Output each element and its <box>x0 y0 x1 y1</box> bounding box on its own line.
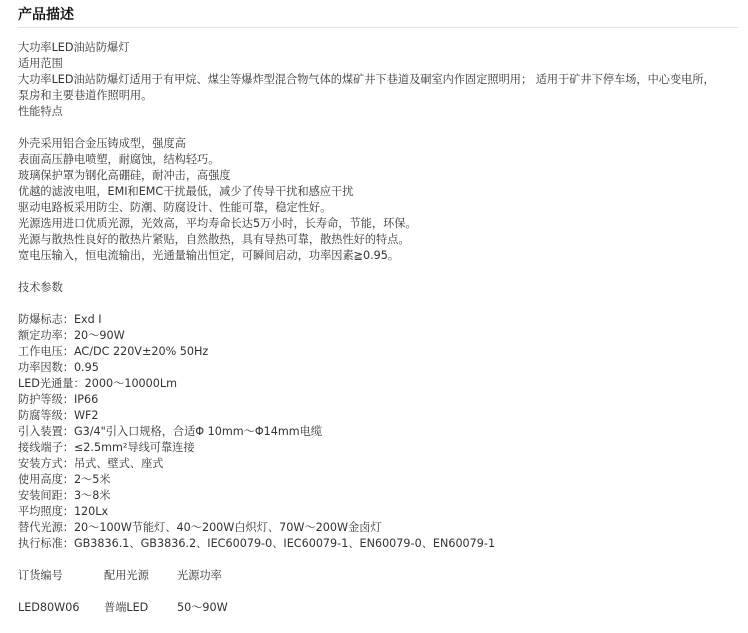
spec-item: 安装方式：吊式、壁式、座式 <box>18 457 164 470</box>
section-title: 产品描述 <box>18 7 74 23</box>
spec-item: 替代光源：20～100W节能灯、40～200W白炽灯、70W～200W金卤灯 <box>18 521 382 534</box>
order-table-header <box>18 568 738 584</box>
product-description <box>18 40 738 616</box>
spec-item: 平均照度：120Lx <box>18 505 109 518</box>
spec-item: 防爆标志：Exd I <box>18 313 102 326</box>
specs-list <box>18 312 738 552</box>
spec-item: 防腐等级：WF2 <box>18 409 99 422</box>
spec-item: 防护等级：IP66 <box>18 393 99 406</box>
feature-item: 外壳采用铝合金压铸成型，强度高 <box>18 137 186 150</box>
feature-item: 光源与散热性良好的散热片紧贴，自然散热，具有导热可靠，散热性好的特点。 <box>18 233 410 246</box>
scope-heading: 适用范围 <box>18 57 63 70</box>
spacer <box>18 264 738 280</box>
order-cell-power: 50～90W <box>177 601 228 614</box>
order-header-code: 订货编号 <box>18 569 63 582</box>
order-header-source: 配用光源 <box>104 569 149 582</box>
feature-item: 宽电压输入，恒电流输出，光通量输出恒定，可瞬间启动，功率因素≧0.95。 <box>18 249 400 262</box>
spec-item: 使用高度：2～5米 <box>18 473 111 486</box>
order-cell-code: LED80W06 <box>18 601 80 614</box>
specs-heading: 技术参数 <box>18 281 63 294</box>
spec-item: 额定功率：20～90W <box>18 329 125 342</box>
feature-item: 驱动电路板采用防尘、防潮、防腐设计、性能可靠，稳定性好。 <box>18 201 332 214</box>
features-list <box>18 136 738 264</box>
product-name: 大功率LED油站防爆灯 <box>18 41 130 54</box>
scope-text: 大功率LED油站防爆灯适用于有甲烷、煤尘等爆炸型混合物气体的煤矿井下巷道及硐室内作固定照明用； 适用于矿井下停车场，中心变电所，泵房和主要巷道作照明用。 <box>18 73 715 102</box>
spacer <box>18 584 738 600</box>
feature-item: 优越的滤波电咀，EMI和EMC干扰最低，减少了传导干扰和感应干扰 <box>18 185 354 198</box>
header-divider <box>18 27 738 28</box>
order-header-power: 光源功率 <box>177 569 222 582</box>
spacer <box>18 552 738 568</box>
order-table-row <box>18 600 738 616</box>
spec-item: 接线端子：≤2.5mm²导线可靠连接 <box>18 441 195 454</box>
spec-item: 安装间距：3～8米 <box>18 489 111 502</box>
spec-item: 工作电压：AC/DC 220V±20% 50Hz <box>18 345 209 358</box>
spec-item: 引入装置：G3/4"引入口规格，合适Φ 10mm～Φ14mm电缆 <box>18 425 323 438</box>
spec-item: 执行标准：GB3836.1、GB3836.2、IEC60079-0、IEC60079-1、EN60079-0、EN60079-1 <box>18 537 496 550</box>
feature-item: 表面高压静电喷塑，耐腐蚀，结构轻巧。 <box>18 153 220 166</box>
spacer <box>18 120 738 136</box>
order-cell-source: 普端LED <box>104 601 149 614</box>
feature-item: 玻璃保护罩为钢化高硼硅，耐冲击，高强度 <box>18 169 231 182</box>
section-header <box>0 0 748 30</box>
features-heading: 性能特点 <box>18 105 63 118</box>
spec-item: LED光通量：2000～10000Lm <box>18 377 178 390</box>
spacer <box>18 296 738 312</box>
spec-item: 功率因数：0.95 <box>18 361 99 374</box>
feature-item: 光源选用进口优质光源，光效高，平均寿命长达5万小时，长寿命，节能，环保。 <box>18 217 417 230</box>
